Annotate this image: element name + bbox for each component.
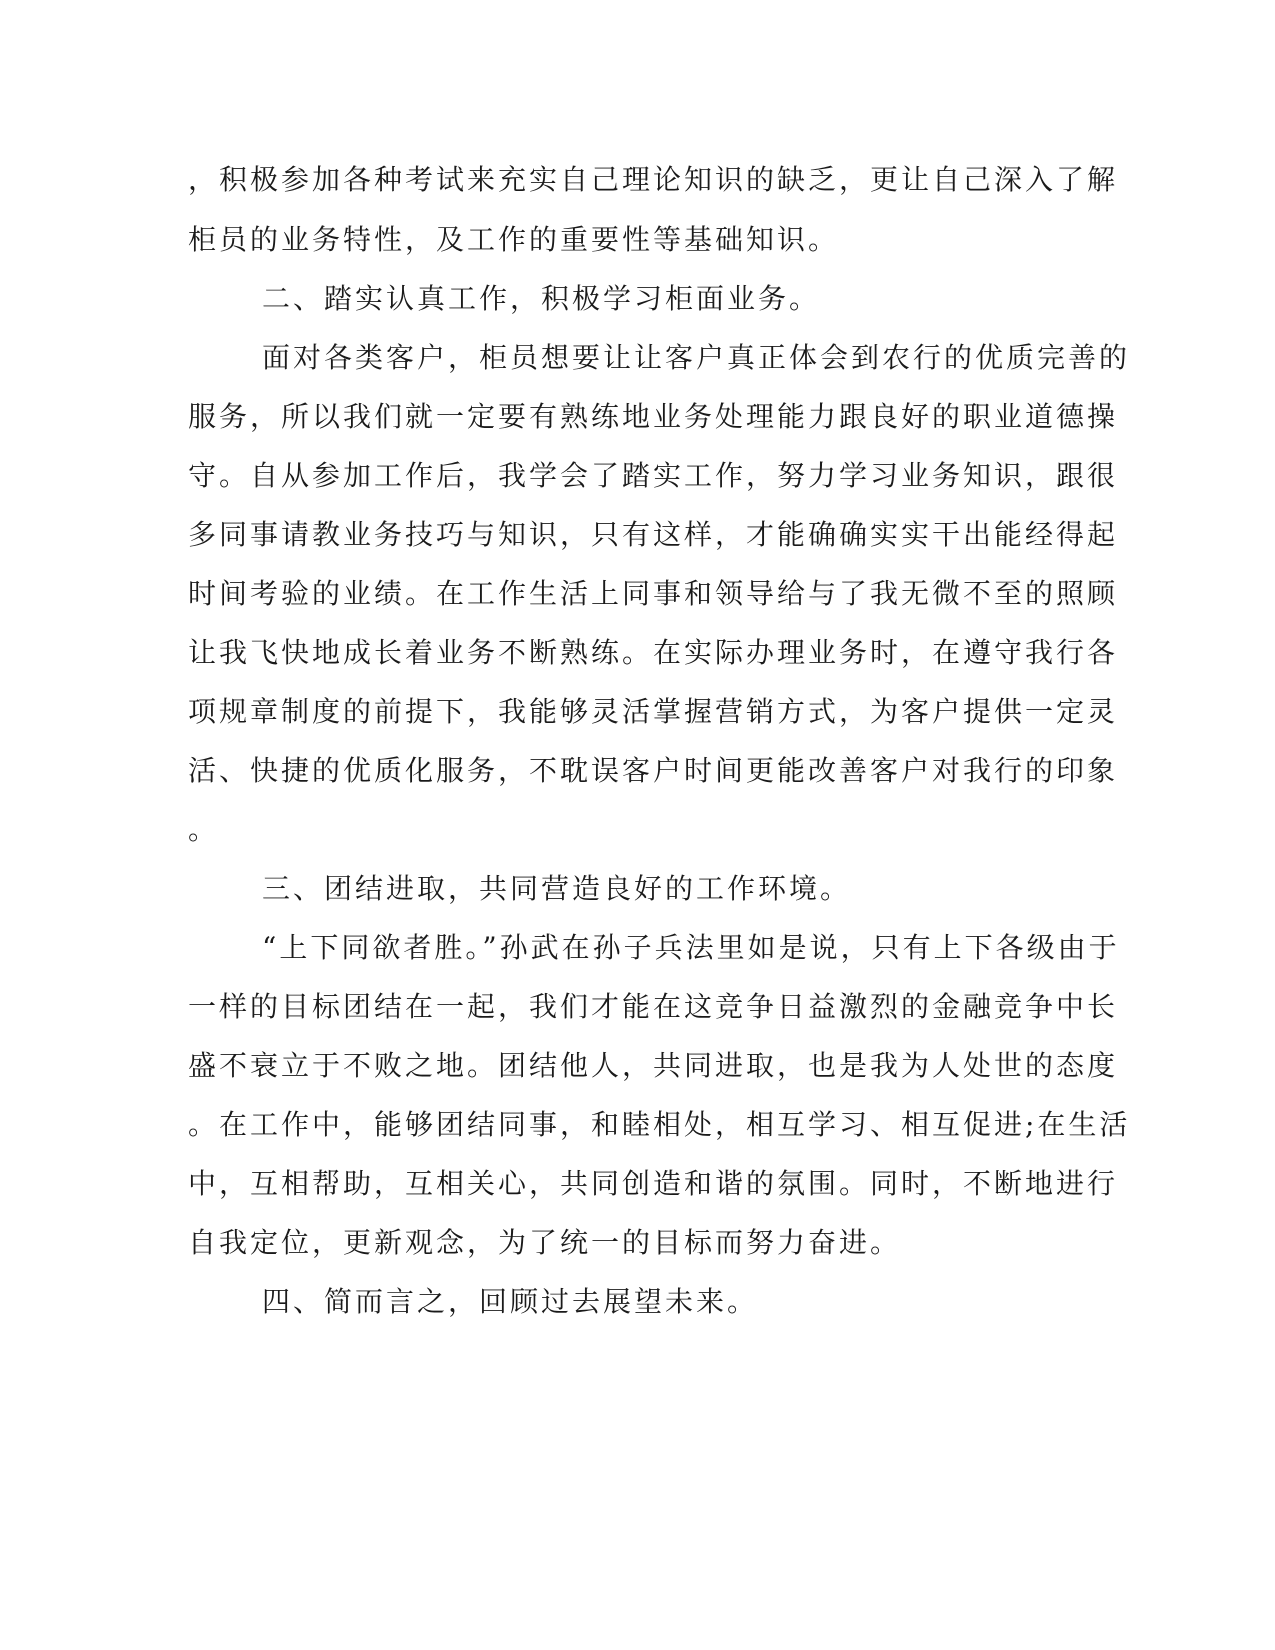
text-line: 自我定位，更新观念，为了统一的目标而努力奋进。 [188, 1226, 902, 1259]
text-line: 中，互相帮助，互相关心，共同创造和谐的氛围。同时，不断地进行 [188, 1167, 1119, 1200]
text-line: 服务，所以我们就一定要有熟练地业务处理能力跟良好的职业道德操 [188, 400, 1119, 433]
text-line: 一样的目标团结在一起，我们才能在这竞争日益激烈的金融竞争中长 [188, 990, 1119, 1023]
text-line: 让我飞快地成长着业务不断熟练。在实际办理业务时，在遵守我行各 [188, 636, 1119, 669]
section-heading: 二、踏实认真工作，积极学习柜面业务。 [262, 282, 821, 315]
text-line: 守。自从参加工作后，我学会了踏实工作，努力学习业务知识，跟很 [188, 459, 1119, 492]
text-line: 柜员的业务特性，及工作的重要性等基础知识。 [188, 223, 840, 256]
text-line: 盛不衰立于不败之地。团结他人，共同进取，也是我为人处世的态度 [188, 1049, 1119, 1082]
section-heading: 四、简而言之，回顾过去展望未来。 [262, 1285, 759, 1318]
text-line: 。在工作中，能够团结同事，和睦相处，相互学习、相互促进;在生活 [188, 1108, 1131, 1141]
text-line: ，积极参加各种考试来充实自己理论知识的缺乏，更让自己深入了解 [188, 163, 1119, 196]
text-line: 多同事请教业务技巧与知识，只有这样，才能确确实实干出能经得起 [188, 518, 1119, 551]
text-line: “上下同欲者胜。”孙武在孙子兵法里如是说，只有上下各级由于 [262, 931, 1120, 964]
section-heading: 三、团结进取，共同营造良好的工作环境。 [262, 872, 852, 905]
text-line: 时间考验的业绩。在工作生活上同事和领导给与了我无微不至的照顾 [188, 577, 1119, 610]
text-line: 项规章制度的前提下，我能够灵活掌握营销方式，为客户提供一定灵 [188, 695, 1119, 728]
text-line: 面对各类客户，柜员想要让让客户真正体会到农行的优质完善的 [262, 341, 1131, 374]
text-line: 活、快捷的优质化服务，不耽误客户时间更能改善客户对我行的印象 [188, 754, 1119, 787]
text-line: 。 [188, 813, 220, 846]
